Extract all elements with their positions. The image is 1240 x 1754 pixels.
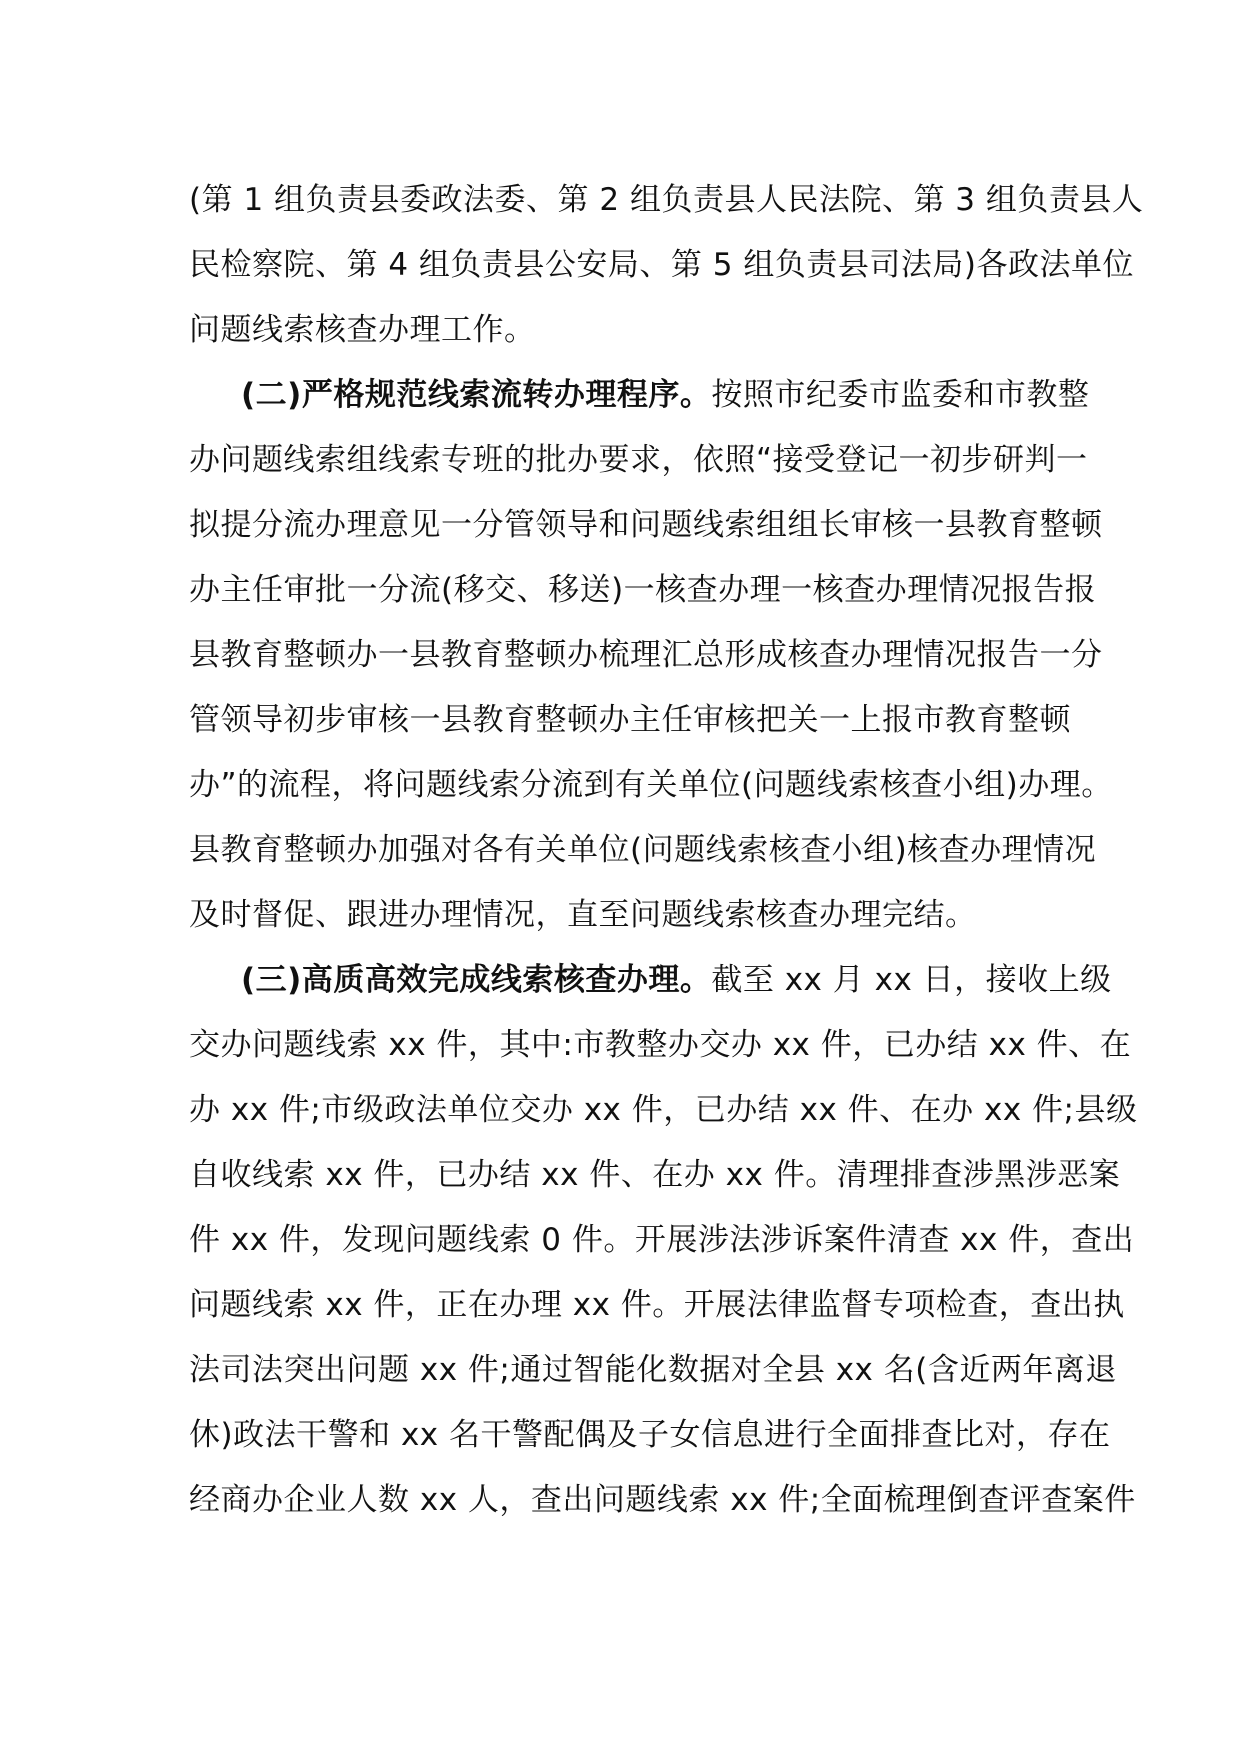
- paragraph-line: 县教育整顿办加强对各有关单位(问题线索核查小组)核查办理情况: [189, 832, 1097, 868]
- paragraph-line: 问题线索核查办理工作。: [189, 312, 536, 348]
- paragraph-line: 经商办企业人数 xx 人，查出问题线索 xx 件;全面梳理倒查评查案件: [189, 1482, 1136, 1518]
- section-2-heading: (二)严格规范线索流转办理程序。: [241, 377, 712, 413]
- section-2-text: 按照市纪委市监委和市教整: [711, 377, 1090, 413]
- paragraph-line: 县教育整顿办一县教育整顿办梳理汇总形成核查办理情况报告一分: [189, 637, 1103, 673]
- paragraph-line: 管领导初步审核一县教育整顿办主任审核把关一上报市教育整顿: [189, 702, 1071, 738]
- section-3-first-line: [241, 960, 1121, 1000]
- section-3-text: 截至 xx 月 xx 日，接收上级: [711, 962, 1112, 998]
- section-2-first-line: [241, 375, 1121, 415]
- paragraph-line: 法司法突出问题 xx 件;通过智能化数据对全县 xx 名(含近两年离退: [189, 1352, 1117, 1388]
- paragraph-line: 交办问题线索 xx 件，其中:市教整办交办 xx 件，已办结 xx 件、在: [189, 1027, 1132, 1063]
- paragraph-line: 办主任审批一分流(移交、移送)一核查办理一核查办理情况报告报: [189, 572, 1097, 608]
- paragraph-line: 办问题线索组线索专班的批办要求，依照“接受登记一初步研判一: [189, 442, 1088, 478]
- paragraph-line: 休)政法干警和 xx 名干警配偶及子女信息进行全面排查比对，存在: [189, 1417, 1111, 1453]
- paragraph-line: 自收线索 xx 件，已办结 xx 件、在办 xx 件。清理排查涉黑涉恶案: [189, 1157, 1121, 1193]
- paragraph-line: 办”的流程，将问题线索分流到有关单位(问题线索核查小组)办理。: [189, 767, 1113, 803]
- paragraph-line: 办 xx 件;市级政法单位交办 xx 件，已办结 xx 件、在办 xx 件;县级: [189, 1092, 1138, 1128]
- paragraph-line: (第 1 组负责县委政法委、第 2 组负责县人民法院、第 3 组负责县人: [189, 182, 1144, 218]
- paragraph-line: 拟提分流办理意见一分管领导和问题线索组组长审核一县教育整顿: [189, 507, 1103, 543]
- paragraph-line: 民检察院、第 4 组负责县公安局、第 5 组负责县司法局)各政法单位: [189, 247, 1134, 283]
- paragraph-line: 及时督促、跟进办理情况，直至问题线索核查办理完结。: [189, 897, 977, 933]
- section-3-heading: (三)高质高效完成线索核查办理。: [241, 962, 712, 998]
- paragraph-line: 件 xx 件，发现问题线索 0 件。开展涉法涉诉案件清查 xx 件，查出: [189, 1222, 1135, 1258]
- paragraph-line: 问题线索 xx 件，正在办理 xx 件。开展法律监督专项检查，查出执: [189, 1287, 1125, 1323]
